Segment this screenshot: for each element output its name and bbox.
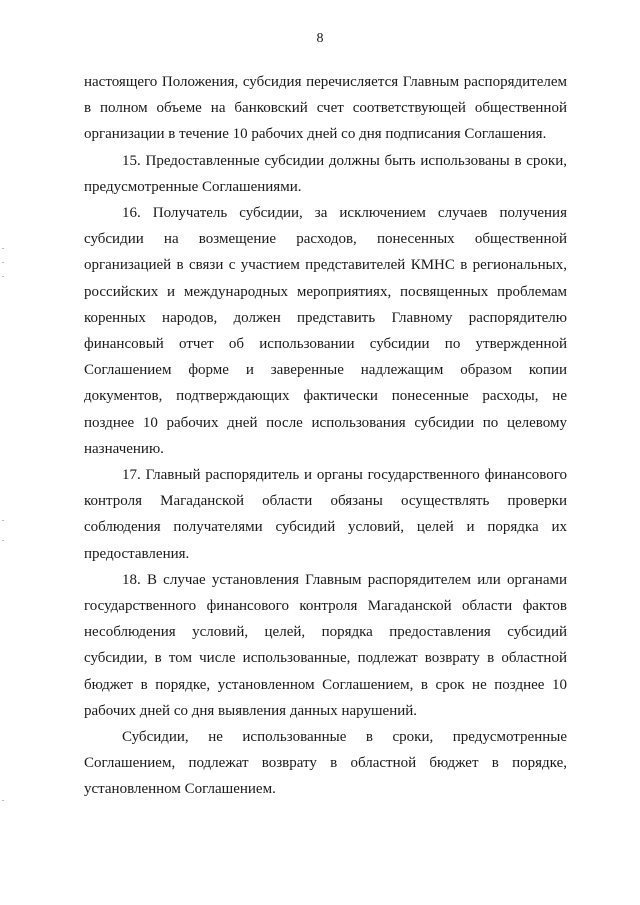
paragraph-18: 18. В случае установления Главным распорядителем или органами государственного финансового контроля Магаданской области фактов несоблюдения условий, целей, порядка предоставления субсидий субсидии, в том числе использованные, подлежат возврату в областной бюджет в порядке, установленном Соглашением, в срок не позднее 10 рабочих дней со дня выявления данных нарушений. <box>84 571 567 719</box>
paragraph-continuation: настоящего Положения, субсидия перечисляется Главным распорядителем в полном объеме на банковский счет соответствующей общественной организации в течение 10 рабочих дней со дня подписания Соглашения. <box>84 74 567 143</box>
paragraph-unused-subsidies: Субсидии, не использованные в сроки, предусмотренные Соглашением, подлежат возврату в областной бюджет в порядке, установленном Соглашением. <box>84 729 567 798</box>
document-body <box>84 69 567 803</box>
scan-edge-marks <box>2 0 6 905</box>
paragraph-16: 16. Получатель субсидии, за исключением случаев получения субсидии на возмещение расходов, понесенных общественной организацией в связи с участием представителей КМНС в региональных, российских и международных мероприятиях, посвященных проблемам коренных народов, должен представить Главному распорядителю финансовый отчет об использовании субсидии по утвержденной Соглашением форме и заверенные надлежащим образом копии документов, подтверждающих фактически понесенные расходы, не позднее 10 рабочих дней после использования субсидии по целевому назначению. <box>84 205 567 457</box>
page-number: 8 <box>316 31 324 46</box>
paragraph-17: 17. Главный распорядитель и органы государственного финансового контроля Магаданской области обязаны осуществлять проверки соблюдения получателями субсидий условий, целей и порядка их предоставления. <box>84 467 567 562</box>
paragraph-15: 15. Предоставленные субсидии должны быть использованы в сроки, предусмотренные Соглашениями. <box>84 152 567 195</box>
